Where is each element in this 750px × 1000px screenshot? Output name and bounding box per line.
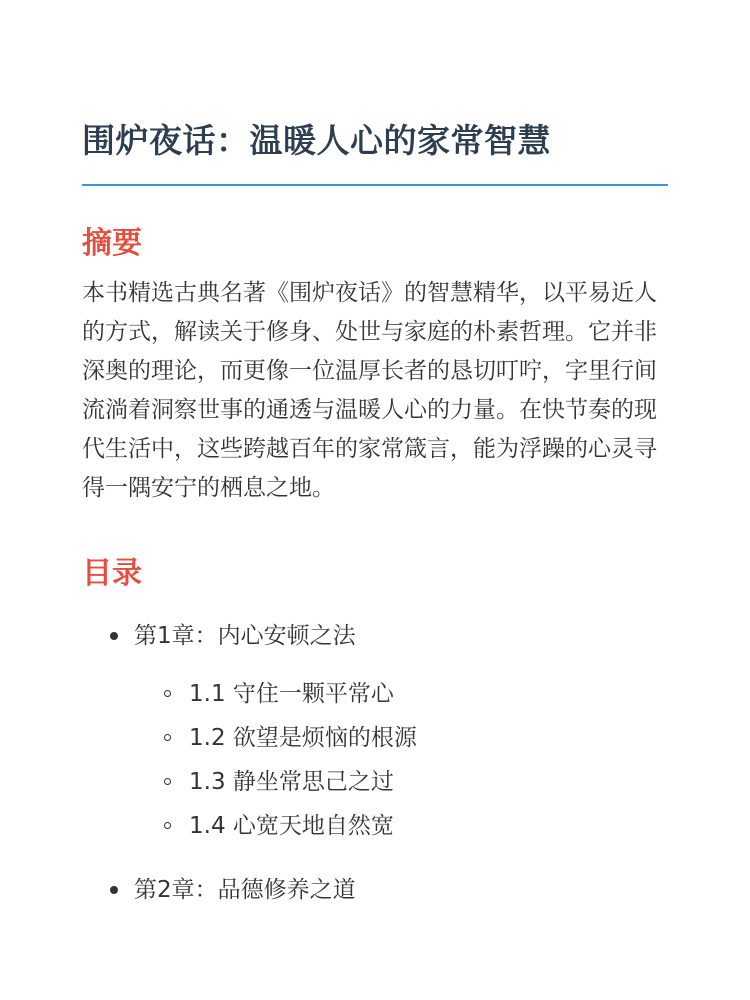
toc-chapter-2	[82, 870, 668, 910]
chapter-title[interactable]: 第1章：内心安顿之法	[134, 623, 356, 649]
section-title[interactable]: 1.2 欲望是烦恼的根源	[189, 725, 417, 751]
toc-section-1-3	[134, 760, 668, 804]
section-title[interactable]: 1.3 静坐常思己之过	[189, 769, 394, 795]
circle-bullet-icon	[164, 690, 171, 697]
circle-bullet-icon	[164, 734, 171, 741]
toc-section-1-2	[134, 716, 668, 760]
section-title[interactable]: 1.4 心宽天地自然宽	[189, 813, 394, 839]
toc-section-1-4	[134, 804, 668, 848]
abstract-text: 本书精选古典名著《围炉夜话》的智慧精华，以平易近人的方式，解读关于修身、处世与家庭的朴素哲理。它并非深奥的理论，而更像一位温厚长者的恳切叮咛，字里行间流淌着洞察世事的通透与温暖人心的力量。在快节奏的现代生活中，这些跨越百年的家常箴言，能为浮躁的心灵寻得一隅安宁的栖息之地。	[82, 280, 657, 501]
title-divider	[82, 184, 668, 186]
chapter-title[interactable]: 第2章：品德修养之道	[134, 877, 356, 903]
bullet-icon	[110, 632, 118, 640]
toc-section-1-1	[134, 672, 668, 716]
chapter-1-sections	[134, 672, 668, 848]
toc-chapter-1	[82, 616, 668, 848]
abstract-heading: 摘要	[82, 226, 142, 261]
circle-bullet-icon	[164, 778, 171, 785]
table-of-contents	[82, 616, 668, 910]
page-title: 围炉夜话：温暖人心的家常智慧	[82, 121, 551, 160]
bullet-icon	[110, 886, 118, 894]
circle-bullet-icon	[164, 822, 171, 829]
section-title[interactable]: 1.1 守住一颗平常心	[189, 681, 394, 707]
toc-heading: 目录	[82, 556, 142, 591]
